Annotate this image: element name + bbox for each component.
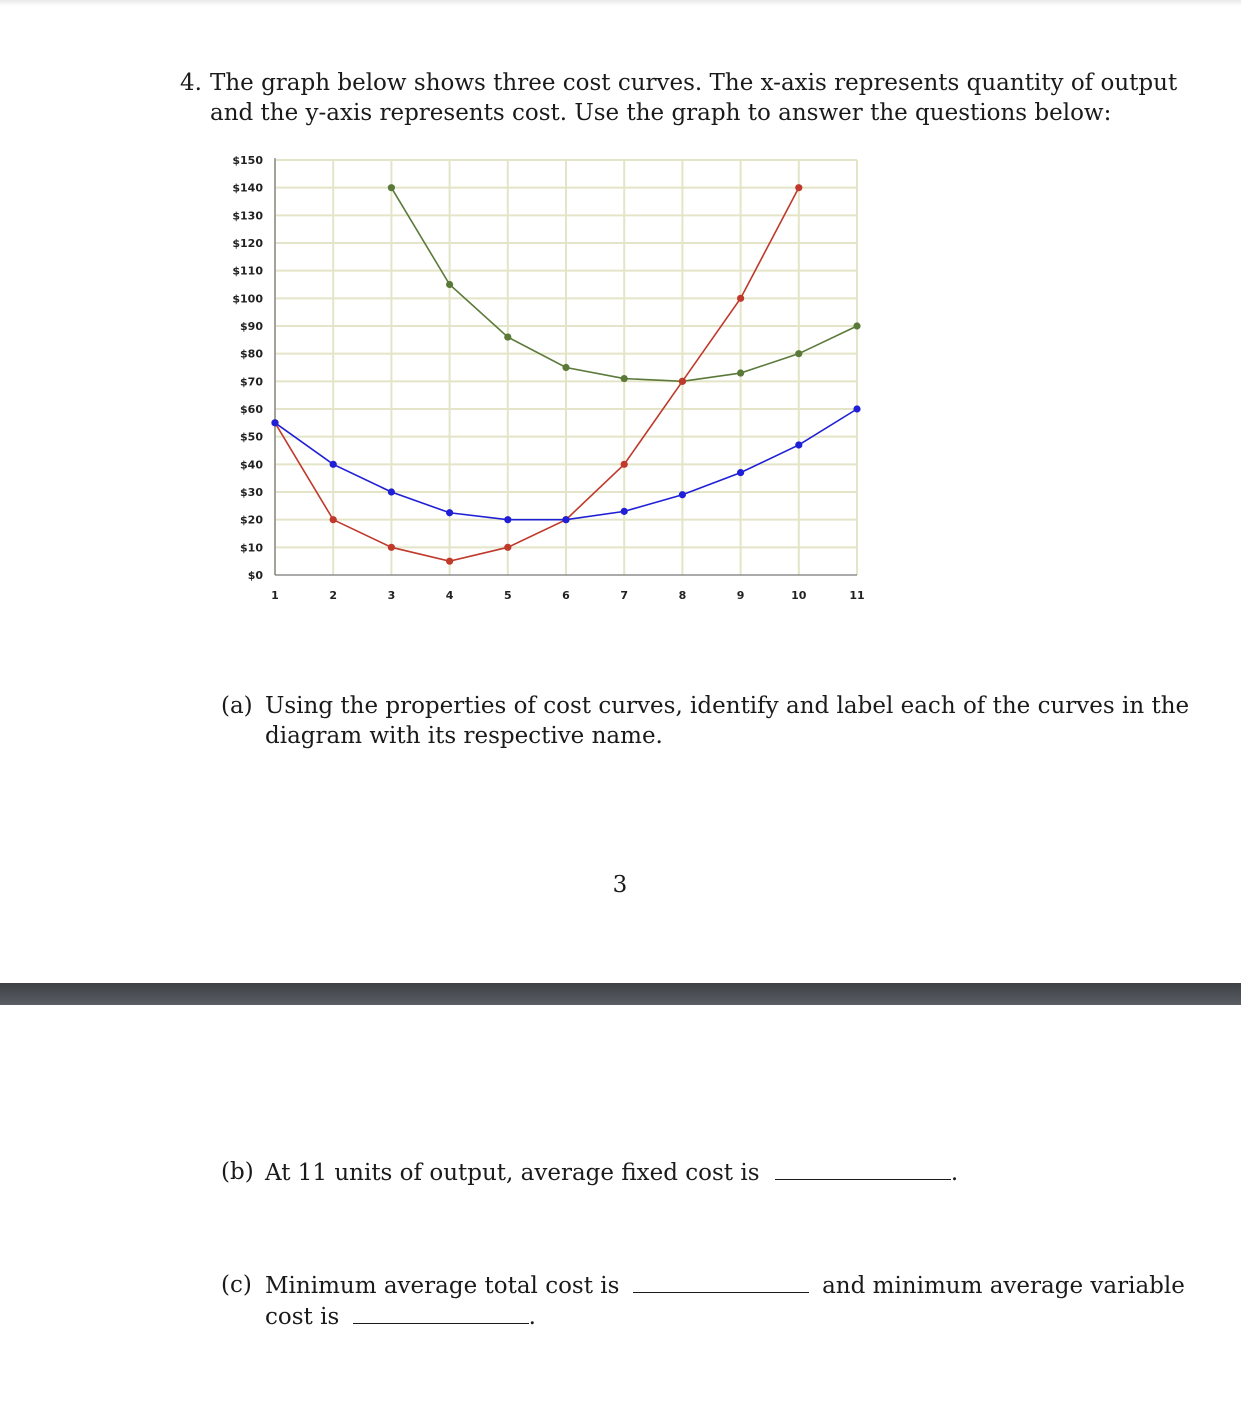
- red-point: [446, 558, 453, 565]
- part-c-period: .: [528, 1304, 536, 1330]
- part-b-answer-blank[interactable]: [775, 1157, 951, 1180]
- y-tick-label: $110: [232, 264, 263, 278]
- part-c-avc-answer-blank[interactable]: [353, 1301, 529, 1324]
- green-point: [737, 369, 744, 376]
- y-tick-label: $40: [240, 458, 263, 472]
- green-point: [504, 333, 511, 340]
- blue-point: [621, 508, 628, 515]
- part-b-label: (b): [221, 1159, 254, 1185]
- green-point: [446, 281, 453, 288]
- blue-point: [795, 441, 802, 448]
- y-tick-label: $20: [240, 513, 263, 527]
- y-tick-label: $70: [240, 375, 263, 389]
- x-tick-label: 5: [503, 589, 512, 602]
- blue-point: [388, 488, 395, 495]
- blue-point: [446, 509, 453, 516]
- green-point: [388, 184, 395, 191]
- red-point: [388, 544, 395, 551]
- y-tick-label: $60: [240, 403, 263, 416]
- question-4: [180, 68, 1178, 128]
- x-tick-label: 9: [736, 589, 745, 602]
- question-number: 4.: [180, 70, 202, 96]
- red-point: [330, 516, 337, 523]
- part-b: [221, 1157, 958, 1188]
- x-tick-label: 11: [849, 589, 865, 602]
- red-point: [737, 295, 744, 302]
- question-line-2: and the y-axis represents cost. Use the graph to answer the questions below:: [210, 100, 1112, 126]
- x-tick-label: 1: [271, 589, 279, 602]
- y-tick-label: $0: [247, 569, 263, 582]
- y-tick-label: $120: [232, 237, 263, 250]
- green-point: [562, 364, 569, 371]
- page-number: 3: [612, 872, 628, 898]
- x-tick-label: 6: [562, 589, 570, 602]
- x-tick-label: 3: [387, 589, 396, 602]
- y-tick-label: $150: [232, 154, 263, 167]
- blue-point: [271, 419, 278, 426]
- part-b-text: At 11 units of output, average fixed cost is: [265, 1160, 760, 1186]
- red-point: [504, 544, 511, 551]
- blue-point: [737, 469, 744, 476]
- y-tick-label: $140: [232, 181, 263, 195]
- x-tick-label: 8: [678, 589, 687, 602]
- part-c-atc-answer-blank[interactable]: [633, 1270, 809, 1293]
- x-tick-label: 4: [445, 589, 454, 602]
- blue-point: [504, 516, 511, 523]
- red-point: [795, 184, 802, 191]
- red-point: [679, 378, 686, 385]
- part-c-text-2: and minimum average variable: [822, 1273, 1185, 1299]
- cost-curves-chart: [220, 145, 880, 615]
- y-tick-label: $100: [232, 292, 263, 306]
- red-point: [621, 461, 628, 468]
- part-c: [221, 1270, 1185, 1332]
- y-tick-label: $10: [240, 541, 263, 555]
- part-a-line-1: Using the properties of cost curves, identify and label each of the curves in the: [265, 693, 1190, 719]
- part-a-label: (a): [221, 693, 253, 719]
- question-line-1: The graph below shows three cost curves. The x-axis represents quantity of output: [210, 70, 1178, 96]
- page-separator: [0, 983, 1241, 1005]
- blue-point: [679, 491, 686, 498]
- part-c-label: (c): [221, 1272, 252, 1298]
- part-b-period: .: [950, 1160, 959, 1186]
- y-tick-label: $130: [232, 209, 263, 223]
- y-tick-label: $30: [240, 486, 263, 499]
- x-tick-label: 10: [791, 589, 807, 602]
- x-tick-label: 7: [620, 589, 629, 602]
- blue-point: [562, 516, 569, 523]
- part-c-text-1: Minimum average total cost is: [265, 1273, 620, 1299]
- green-point: [621, 375, 628, 382]
- x-tick-label: 2: [329, 589, 338, 602]
- y-tick-label: $80: [240, 347, 263, 361]
- green-point: [853, 322, 860, 329]
- y-tick-label: $90: [240, 320, 263, 333]
- green-point: [795, 350, 802, 357]
- part-a-line-2: diagram with its respective name.: [265, 723, 663, 749]
- blue-point: [853, 405, 860, 412]
- y-tick-label: $50: [240, 430, 263, 444]
- part-c-text-3: cost is: [265, 1304, 340, 1330]
- blue-point: [330, 461, 337, 468]
- part-a: [221, 691, 1189, 751]
